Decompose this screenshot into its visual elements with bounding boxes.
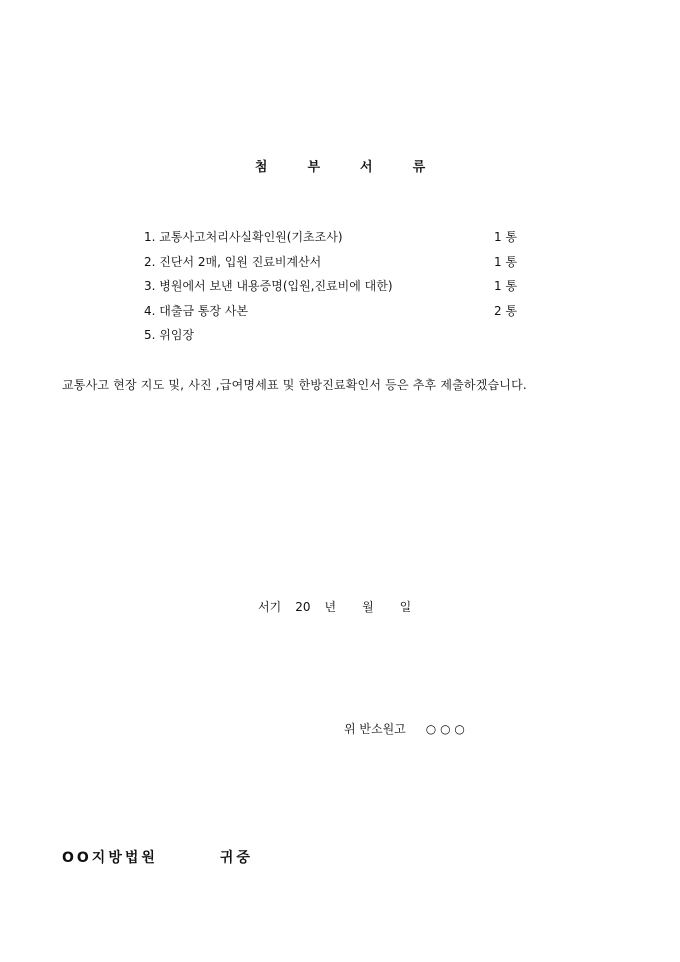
date-line <box>258 598 411 616</box>
attachment-label: 5. 위임장 <box>144 328 195 342</box>
submission-note: 교통사고 현장 지도 및, 사진 ,급여명세표 및 한방진료확인서 등은 추후 제출하겠습니다. <box>62 378 527 392</box>
list-item <box>144 326 544 351</box>
title-char: 류 <box>412 160 426 175</box>
page-title <box>0 156 680 175</box>
title-char: 부 <box>307 160 320 175</box>
list-item <box>144 277 544 302</box>
attachment-label: 1. 교통사고처리사실확인원(기초조사) <box>144 230 343 244</box>
court-addressee <box>62 848 253 868</box>
date-year-unit: 년 <box>324 600 337 614</box>
court-name: OO지방법원 <box>62 850 158 866</box>
date-era: 서기 <box>258 600 282 614</box>
date-year: 20 <box>295 600 311 614</box>
attachment-count: 2 통 <box>494 303 518 318</box>
date-day-unit: 일 <box>399 600 412 614</box>
attachment-list <box>144 228 544 351</box>
attachment-count: 1 통 <box>494 230 518 244</box>
list-item <box>144 253 544 278</box>
list-item <box>144 302 544 327</box>
signer-name: ○ ○ ○ <box>425 722 465 736</box>
court-honorific: 귀중 <box>219 850 253 866</box>
attachment-label: 2. 진단서 2매, 입원 진료비계산서 <box>144 254 322 269</box>
title-char: 서 <box>360 160 373 175</box>
title-char: 첨 <box>254 160 268 175</box>
list-item <box>144 228 544 253</box>
date-month-unit: 월 <box>362 600 374 614</box>
attachment-label: 4. 대출금 통장 사본 <box>144 303 249 318</box>
signer-line <box>344 720 465 738</box>
attachment-count: 1 통 <box>494 279 518 293</box>
signer-role: 위 반소원고 <box>344 722 406 736</box>
attachment-label: 3. 병원에서 보낸 내용증명(입원,진료비에 대한) <box>144 279 393 293</box>
attachment-count: 1 통 <box>494 254 518 269</box>
